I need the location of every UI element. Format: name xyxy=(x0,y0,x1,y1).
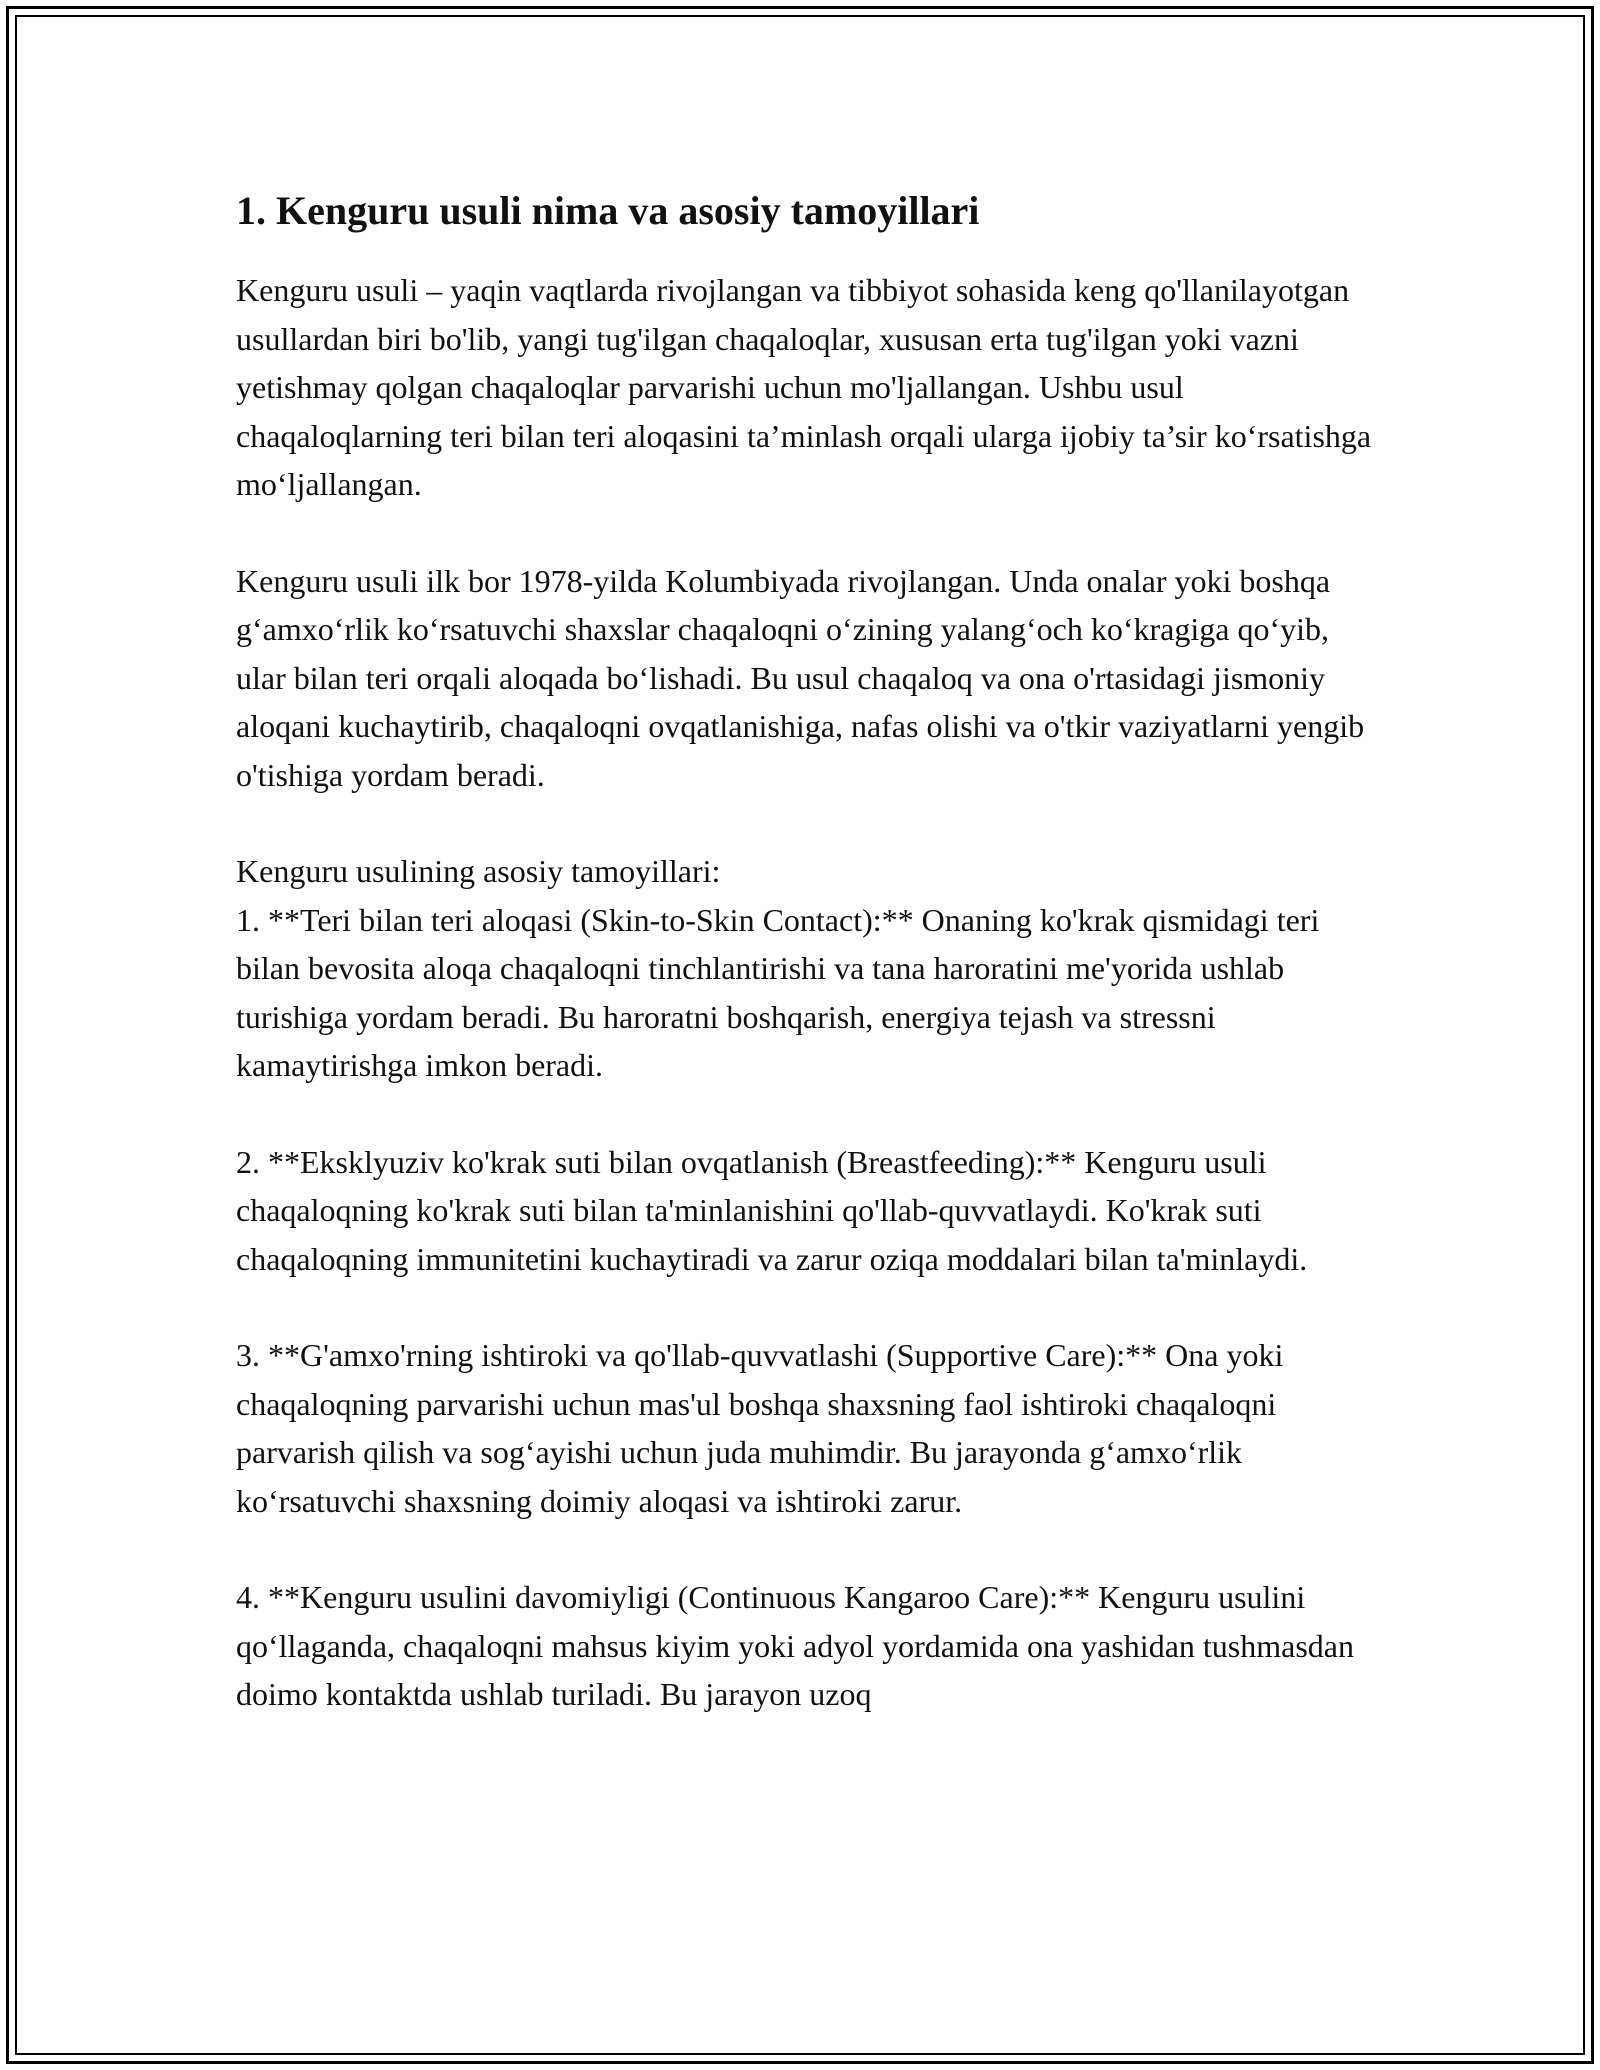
principle-item: 3. **G'amxo'rning ishtiroki va qo'llab-quvvatlashi (Supportive Care):** Ona yoki chaqaloqning parvarishi uchun mas'ul boshqa shaxsning faol ishtiroki chaqaloqni parvarish qilish va sog‘ayishi uchun juda muhimdir. Bu jarayonda g‘amxo‘rlik ko‘rsatuvchi shaxsning doimiy aloqasi va ishtiroki zarur. xyxy=(236,1337,1292,1519)
principle-item: 2. **Eksklyuziv ko'krak suti bilan ovqatlanish (Breastfeeding):** Kenguru usuli chaqaloqning ko'krak suti bilan ta'minlanishini qo'llab-quvvatlaydi. Ko'krak suti chaqaloqning immunitetini kuchaytiradi va zarur oziqa moddalari bilan ta'minlaydi. xyxy=(236,1143,1308,1277)
principle-item: 1. **Teri bilan teri aloqasi (Skin-to-Skin Contact):** Onaning ko'krak qismidagi teri bilan bevosita aloqa chaqaloqni tinchlantirishi va tana haroratini me'yorida ushlab turishiga yordam beradi. Bu haroratni boshqarish, energiya tejash va stressni kamaytirishga imkon beradi. xyxy=(236,901,1328,1083)
principle-item: 4. **Kenguru usulini davomiyligi (Continuous Kangaroo Care):** Kenguru usulini qo‘llaganda, chaqaloqni mahsus kiyim yoki adyol yordamida ona yashidan tushmasdan doimo kontaktda ushlab turiladi. Bu jarayon uzoq xyxy=(236,1579,1362,1712)
paragraph-intro: Kenguru usuli – yaqin vaqtlarda rivojlangan va tibbiyot sohasida keng qo'llanilayotgan usullardan biri bo'lib, yangi tug'ilgan chaqaloqlar, xususan erta tug'ilgan yoki vazni yetishmay qolgan chaqaloqlar parvarishi uchun mo'ljallangan. Ushbu usul chaqaloqlarning teri bilan teri aloqasini ta’minlash orqali ularga ijobiy ta’sir ko‘rsatishga mo‘ljallangan. xyxy=(236,272,1380,502)
principles-intro: Kenguru usulining asosiy tamoyillari: xyxy=(236,853,721,889)
document-body xyxy=(236,186,1386,1767)
section-heading: 1. Kenguru usuli nima va asosiy tamoyillari xyxy=(236,188,980,233)
paragraph-history: Kenguru usuli ilk bor 1978-yilda Kolumbiyada rivojlangan. Unda onalar yoki boshqa g‘amxo‘rlik ko‘rsatuvchi shaxslar chaqaloqni o‘zining yalang‘och ko‘kragiga qo‘yib, ular bilan teri orqali aloqada bo‘lishadi. Bu usul chaqaloq va ona o'rtasidagi jismoniy aloqani kuchaytirib, chaqaloqni ovqatlanishiga, nafas olishi va o'tkir vaziyatlarni yengib o'tishiga yordam beradi. xyxy=(236,562,1373,793)
